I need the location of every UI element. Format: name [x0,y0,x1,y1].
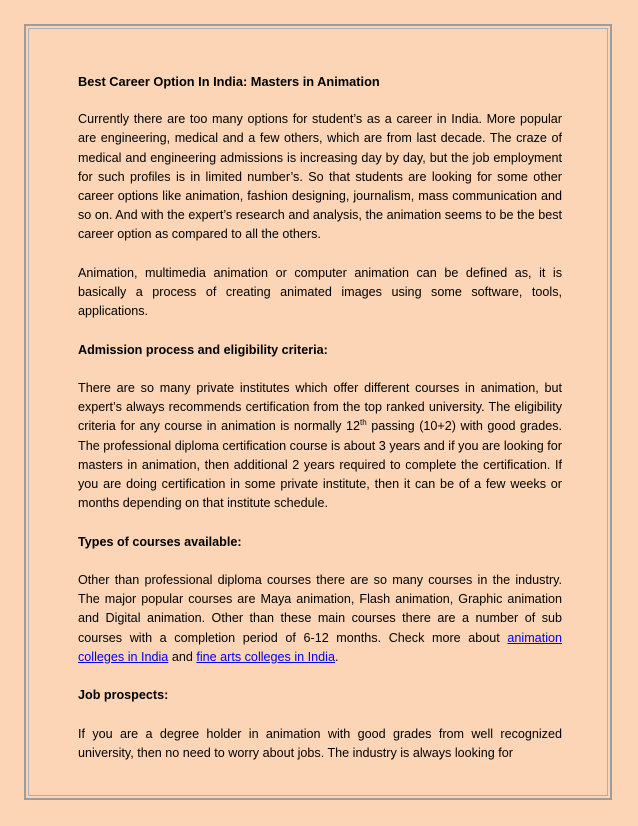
definition-paragraph: Animation, multimedia animation or computer animation can be defined as, it is basically a process of creating animated images using some software, tools, applications. [78,265,562,319]
fine-arts-colleges-link[interactable]: fine arts colleges in India [196,649,335,664]
courses-text-end: . [334,649,339,664]
animation-colleges-link[interactable]: animation colleges in India [78,630,562,664]
admission-text-part1: There are so many private institutes which offer different courses in animation, but expert’s always recommends certification from the top ranked university. The eligibility criteria for any course in animation is normally 12 [78,381,562,434]
courses-text-between-links: and [168,649,197,664]
ordinal-superscript: th [360,418,367,428]
document-body [78,72,562,782]
admission-heading: Admission process and eligibility criteria: [78,342,328,357]
jobs-paragraph: If you are a degree holder in animation with good grades from well recognized university, then no need to worry about jobs. The industry is always looking for [78,726,562,760]
document-title: Best Career Option In India: Masters in Animation [78,74,380,89]
intro-paragraph: Currently there are too many options for student’s as a career in India. More popular are engineering, medical and a few others, which are from last decade. The craze of medical and engineering admissions is increasing day by day, but the job employment for such profiles is in limited number’s. So that students are looking for some other career options like animation, fashion designing, journalism, mass communication and so on. And with the expert’s research and analysis, the animation seems to be the best career option as compared to all the others. [78,112,562,242]
jobs-heading: Job prospects: [78,688,169,703]
courses-paragraph [78,571,562,667]
admission-paragraph [78,379,562,513]
admission-text-part2: passing (10+2) with good grades. The professional diploma certification course is about 3 years and if you are looking for masters in animation, then additional 2 years required to complete the certification. If you are doing certification in some private institute, then it can be of a few weeks or months depending on that institute schedule. [78,419,562,511]
courses-text: Other than professional diploma courses there are so many courses in the industry. The major popular courses are Maya animation, Flash animation, Graphic animation and Digital animation. Other than these main courses there are a number of sub courses with a completion period of 6-12 months. Check more about [78,573,562,645]
courses-heading: Types of courses available: [78,534,242,549]
